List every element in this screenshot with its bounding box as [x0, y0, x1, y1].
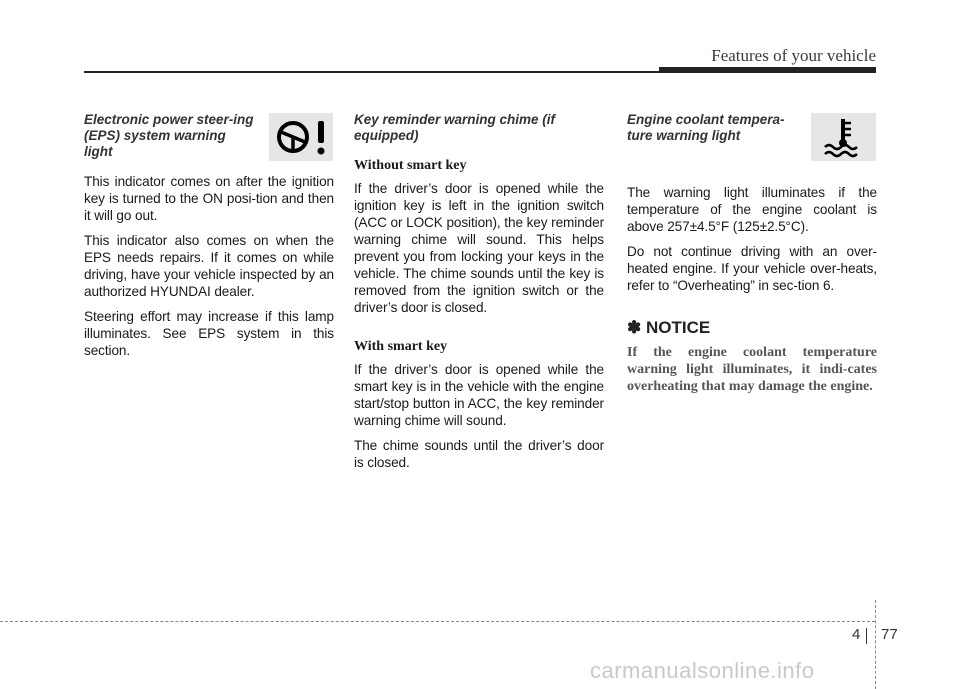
coolant-temperature-icon — [811, 113, 876, 161]
footer-vertical-rule — [875, 600, 876, 689]
key-reminder-heading: Key reminder warning chime (if equipped) — [354, 112, 556, 143]
header-rule — [84, 71, 659, 73]
page-separator — [866, 628, 867, 644]
header-rule-accent — [659, 67, 876, 73]
page-number: 77 — [881, 626, 898, 643]
watermark: carmanualsonline.info — [590, 658, 815, 683]
eps-paragraph-1: This indicator comes on after the ignition key is turned to the ON posi-tion and then it will go out. — [84, 174, 334, 223]
eps-heading: Electronic power steer-ing (EPS) system warning light — [84, 112, 254, 159]
chapter-number: 4 — [852, 626, 861, 643]
eps-paragraph-3: Steering effort may increase if this lamp illuminates. See EPS system in this section. — [84, 309, 334, 358]
with-smart-key-text-2: The chime sounds until the driver’s door is closed. — [354, 438, 604, 470]
notice-text: If the engine coolant temperature warning light illuminates, it indi-cates overheating that may damage the engine. — [627, 345, 877, 394]
eps-warning-icon — [269, 113, 333, 161]
running-header: Features of your vehicle — [711, 46, 876, 65]
with-smart-key-text-1: If the driver’s door is opened while the smart key is in the vehicle with the engine start/stop button in ACC, the key reminder warning chime will sound. — [354, 362, 604, 428]
coolant-heading: Engine coolant tempera-ture warning light — [627, 112, 785, 143]
without-smart-key-text: If the driver’s door is opened while the ignition key is left in the ignition switch (ACC or LOCK position), the key reminder warning chime will sound. This helps prevent you from locking your keys in the vehicle. The chime sounds until the key is removed from the ignition switch or the driver’s door is closed. — [354, 181, 604, 315]
notice-title: ✽ NOTICE — [627, 318, 711, 337]
eps-paragraph-2: This indicator also comes on when the EPS needs repairs. If it comes on while driving, have your vehicle inspected by an authorized HYUNDAI dealer. — [84, 233, 334, 299]
column-key-reminder — [354, 112, 604, 479]
footer-rule — [0, 621, 875, 622]
without-smart-key-subhead: Without smart key — [354, 158, 467, 173]
coolant-paragraph-1: The warning light illuminates if the temperature of the engine coolant is above 257±4.5°F (125±2.5°C). — [627, 185, 877, 234]
with-smart-key-subhead: With smart key — [354, 339, 448, 354]
coolant-paragraph-2: Do not continue driving with an over-heated engine. If your vehicle over-heats, refer to “Overheating” in sec-tion 6. — [627, 244, 877, 293]
